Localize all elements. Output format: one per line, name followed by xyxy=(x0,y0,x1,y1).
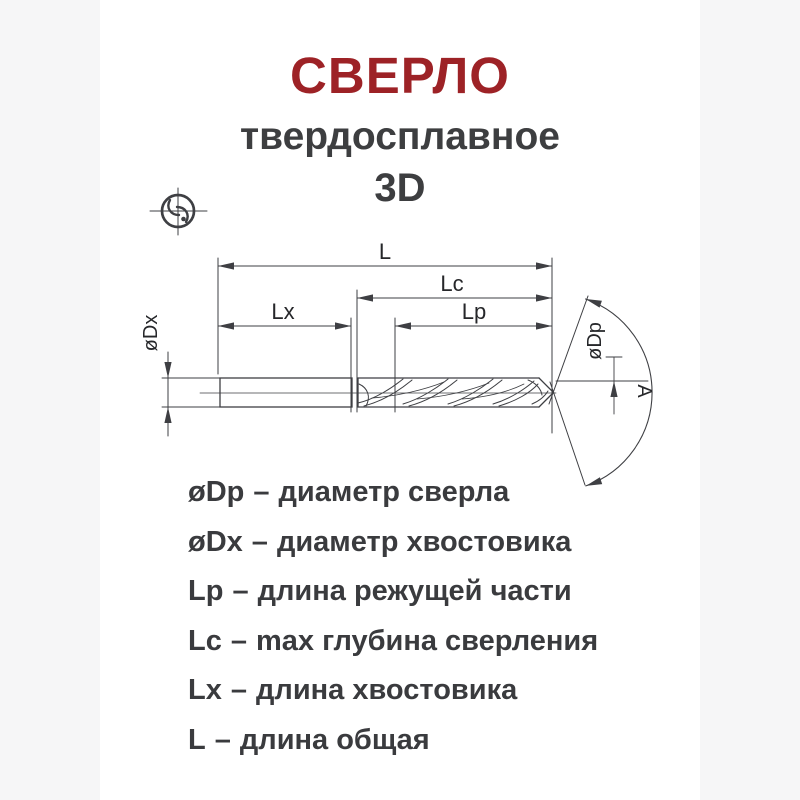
legend-dash: – xyxy=(230,674,247,706)
legend-description: max глубина сверления xyxy=(255,624,599,657)
legend-description: диаметр сверла xyxy=(278,476,510,508)
legend-item-Dp xyxy=(188,468,668,518)
legend-symbol: Lp xyxy=(188,575,224,607)
legend-symbol: L xyxy=(188,723,206,756)
dimension-shank-length xyxy=(218,299,351,412)
legend-item-Dx xyxy=(188,518,668,568)
dimension-cutting-length xyxy=(395,299,552,412)
legend-description: диаметр хвостовика xyxy=(276,525,572,558)
dimension-shank-diameter xyxy=(140,315,172,436)
page-title: СВЕРЛО xyxy=(290,47,510,104)
legend-dash: – xyxy=(251,525,268,558)
flute-helix-lines xyxy=(358,379,548,406)
label-Lp: Lp xyxy=(461,299,487,324)
legend xyxy=(188,468,668,765)
legend-dash: – xyxy=(214,723,231,756)
label-Dx: øDx xyxy=(140,314,162,352)
legend-dash: – xyxy=(230,624,247,657)
label-A: A xyxy=(633,384,655,398)
legend-symbol: øDp xyxy=(188,476,245,508)
legend-item-Lc xyxy=(188,617,668,667)
legend-item-Lx xyxy=(188,666,668,716)
legend-description: длина общая xyxy=(239,723,430,756)
legend-symbol: Lx xyxy=(188,674,222,706)
label-Lc: Lc xyxy=(440,271,464,296)
drill-side-view xyxy=(162,378,556,407)
page-subtitle: твердосплавное xyxy=(240,115,560,158)
legend-description: длина хвостовика xyxy=(255,674,518,706)
label-L: L xyxy=(378,239,392,264)
legend-description: длина режущей части xyxy=(257,575,572,607)
label-Dp: øDp xyxy=(584,322,606,360)
legend-item-L xyxy=(188,716,668,766)
legend-dash: – xyxy=(232,575,249,607)
legend-dash: – xyxy=(253,476,270,508)
page-subtitle-3d: 3D xyxy=(374,166,426,210)
legend-item-Lp xyxy=(188,567,668,617)
drill-front-view-icon xyxy=(150,188,207,235)
legend-symbol: Lc xyxy=(188,624,222,657)
legend-symbol: øDx xyxy=(188,525,243,558)
dimension-overall-length xyxy=(218,239,552,433)
label-Lx: Lx xyxy=(271,299,295,324)
